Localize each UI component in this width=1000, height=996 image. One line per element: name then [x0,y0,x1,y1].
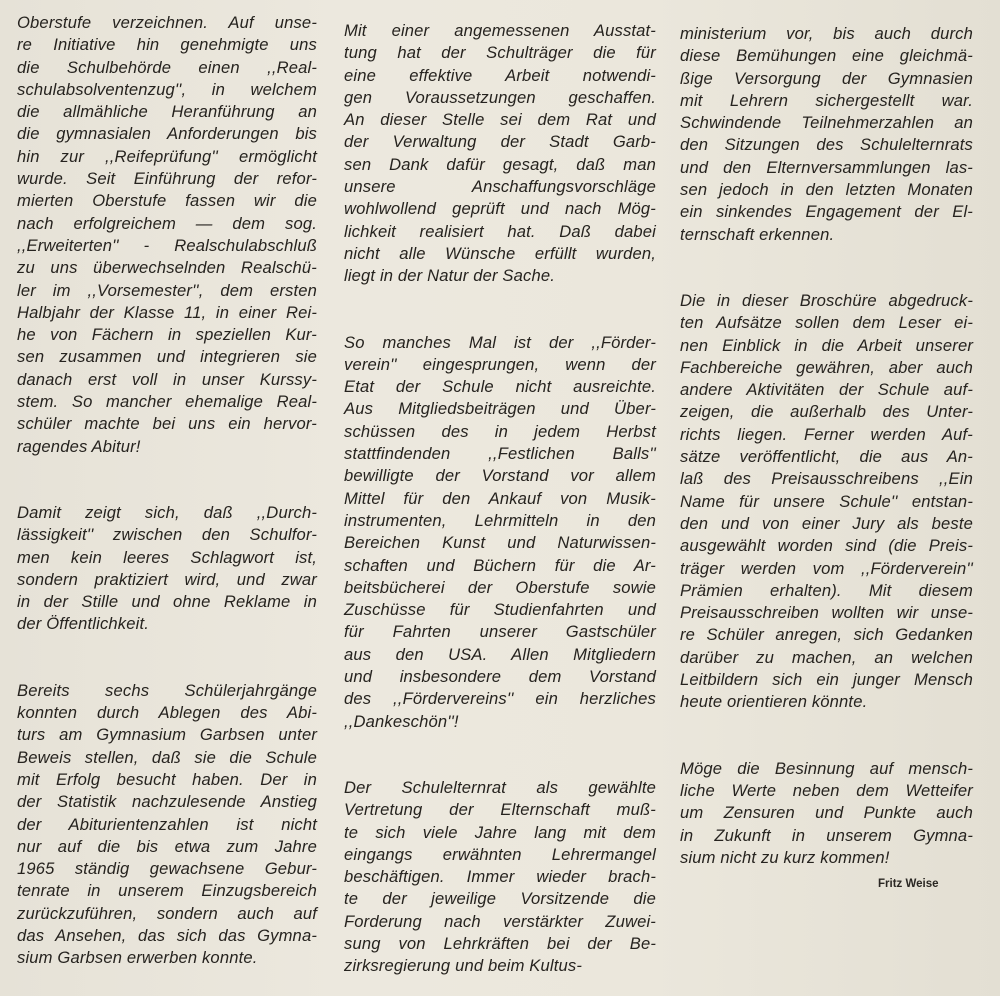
text-line: Möge die Besinnung auf mensch- [680,758,973,778]
paragraph [17,502,317,636]
text-line: und den Elternversammlungen las- [680,157,973,177]
text-line: liche Werte neben dem Wetteifer [680,780,973,800]
text-line: te sich viele Jahre lang mit dem [344,822,656,842]
paragraph [344,20,656,288]
text-line: liegt in der Natur der Sache. [344,266,555,286]
text-line: Der Schulelternrat als gewählte [344,777,656,797]
text-line: sium Garbsen erwerben konnte. [17,948,258,968]
text-line: sung von Lehrkräften bei der Be- [344,933,656,953]
text-line: sen zusammen und integrieren sie [17,347,317,367]
text-line: ternschaft erkennen. [680,224,835,244]
text-line: der Statistik nachzulesende Anstieg [17,792,317,812]
text-line: die allmähliche Heranführung an [17,102,317,122]
paragraph [17,680,317,970]
text-line: ragendes Abitur! [17,436,141,456]
text-line: bewilligte der Vorstand vor allem [344,466,656,486]
text-line: für Fahrten unserer Gastschüler [344,622,656,642]
paragraph [680,758,973,869]
text-column-middle [344,20,656,996]
text-line: um Zensuren und Punkte auch [680,803,973,823]
text-line: lässigkeit'' zwischen den Schulfor- [17,525,317,545]
text-line: Schwindende Teilnehmerzahlen an [680,113,973,133]
text-line: laß des Preisausschreibens ,,Ein [680,469,973,489]
text-line: die Schulbehörde einen ,,Real- [17,57,317,77]
text-line: Halbjahr der Klasse 11, in einer Rei- [17,302,317,322]
text-line: beitsbücherei der Oberstufe sowie [344,577,656,597]
text-line: ,,Dankeschön''! [344,711,459,731]
text-line: nur auf die bis etwa zum Jahre [17,836,317,856]
text-line: eine effektive Arbeit notwendi- [344,65,656,85]
text-line: in Zukunft in unserem Gymna- [680,825,973,845]
text-line: sen Dank dafür gesagt, daß man [344,154,656,174]
text-line: wurde. Seit Einführung der refor- [17,169,317,189]
text-line: mit Lehrern sichergestellt war. [680,90,973,110]
text-line: mit Erfolg besucht haben. Der in [17,769,317,789]
text-line: he von Fächern in speziellen Kur- [17,325,317,345]
text-line: zu uns überwechselnden Realschü- [17,258,317,278]
text-line: nach erfolgreichem — dem sog. [17,213,317,233]
text-line: sen jedoch in den letzten Monaten [680,180,973,200]
text-line: ministerium vor, bis auch durch [680,24,973,43]
paragraph [17,12,317,458]
text-line: zeigen, die außerhalb des Unter- [680,402,973,422]
text-line: danach erst voll in unser Kurssy- [17,369,317,389]
text-line: So manches Mal ist der ,,Förder- [344,332,656,352]
text-line: sium nicht zu kurz kommen! [680,847,890,867]
text-line: stattfindenden ,,Festlichen Balls'' [344,444,656,464]
text-line: unsere Anschaffungsvorschläge [344,177,656,197]
text-line: sätze veröffentlicht, die aus An- [680,447,973,467]
text-line: Prämien erhalten). Mit diesem [680,580,973,600]
text-line: in der Stille und ohne Reklame in [17,592,317,612]
text-line: tung hat der Schulträger die für [344,43,656,63]
text-line: Fachbereiche gewähren, aber auch [680,357,973,377]
text-line: andere Aktivitäten der Schule auf- [680,380,973,400]
text-line: diese Bemühungen eine gleichmä- [680,46,973,66]
text-line: ein sinkendes Engagement der El- [680,202,973,222]
paragraph [680,290,973,714]
text-line: Mit einer angemessenen Ausstat- [344,21,656,40]
text-line: nen Einblick in die Arbeit unserer [680,335,973,355]
text-line: verein'' eingesprungen, wenn der [344,354,656,374]
text-line: lichkeit realisiert hat. Daß dabei [344,221,656,241]
text-line: der Öffentlichkeit. [17,614,149,634]
text-line: Etat der Schule nicht ausreichte. [344,377,656,397]
text-line: turs am Gymnasium Garbsen unter [17,725,317,745]
text-line: richts liegen. Ferner werden Auf- [680,424,973,444]
text-line: Zuschüsse für Studienfahrten und [344,600,656,620]
text-line: men kein leeres Schlagwort ist, [17,547,317,567]
text-line: darüber zu machen, an welchen [680,647,973,667]
text-line: stem. So mancher ehemalige Real- [17,392,317,412]
text-line: des ,,Fördervereins'' ein herzliches [344,689,656,709]
text-line: Mittel für den Ankauf von Musik- [344,488,656,508]
text-line: Forderung nach verstärkter Zuwei- [344,911,656,931]
text-line: schüssen des in jedem Herbst [344,421,656,441]
text-line: tenrate in unserem Einzugsbereich [17,881,317,901]
paragraph [680,23,973,246]
text-line: heute orientieren könnte. [680,692,868,712]
text-line: ler im ,,Vorsemester'', dem ersten [17,280,317,300]
text-line: 1965 ständig gewachsene Gebur- [17,859,317,879]
text-line: re Initiative hin genehmigte uns [17,35,317,55]
text-line: Die in dieser Broschüre abgedruck- [680,290,973,310]
text-line: Leitbildern sich ein junger Mensch [680,670,973,690]
text-line: zirksregierung und beim Kultus- [344,956,582,976]
text-line: träger werden vom ,,Förderverein'' [680,558,973,578]
text-line: ten Aufsätze sollen dem Leser ei- [680,313,973,333]
text-column-right [680,23,973,913]
text-column-left [17,12,317,996]
text-line: mierten Oberstufe fassen wir die [17,191,317,211]
text-line: Name für unsere Schule'' entstan- [680,491,973,511]
paragraph [344,332,656,733]
text-line: schulabsolventenzug'', in welchem [17,79,317,99]
text-line: aus den USA. Allen Mitgliedern [344,644,656,664]
text-line: schüler machte bei uns ein hervor- [17,414,317,434]
text-line: den und von einer Jury als beste [680,513,973,533]
text-line: Oberstufe verzeichnen. Auf unse- [17,13,317,32]
text-line: Beweis stellen, daß sie die Schule [17,747,317,767]
author-signature: Fritz Weise [878,878,939,890]
text-line: hin zur ,,Reifeprüfung'' ermöglicht [17,146,317,166]
text-line: der Verwaltung der Stadt Garb- [344,132,656,152]
text-line: An dieser Stelle sei dem Rat und [344,110,656,130]
text-line: instrumenten, Lehrmitteln in den [344,510,656,530]
text-line: nicht alle Wünsche erfüllt wurden, [344,243,656,263]
text-line: der Abiturientenzahlen ist nicht [17,814,317,834]
text-line: die gymnasialen Anforderungen bis [17,124,317,144]
text-line: ßige Versorgung der Gymnasien [680,68,973,88]
text-line: und insbesondere dem Vorstand [344,667,656,687]
text-line: zurückzuführen, sondern auch auf [17,903,317,923]
text-line: ausgewählt worden sind (die Preis- [680,536,973,556]
text-line: re Schüler anregen, sich Gedanken [680,625,973,645]
text-line: das Ansehen, das sich das Gymna- [17,925,317,945]
text-line: eingangs erwähnten Lehrermangel [344,844,656,864]
text-line: Aus Mitgliedsbeiträgen und Über- [344,399,656,419]
text-line: Damit zeigt sich, daß ,,Durch- [17,502,317,522]
text-line: Preisausschreiben wollten wir unse- [680,603,973,623]
text-line: Vertretung der Elternschaft muß- [344,800,656,820]
text-line: schaften und Büchern für die Ar- [344,555,656,575]
text-line: den Sitzungen des Schulelternrats [680,135,973,155]
text-line: beschäftigen. Immer wieder brach- [344,867,656,887]
text-line: sondern praktiziert wird, und zwar [17,569,317,589]
paragraph [344,777,656,978]
text-line: ,,Erweiterten'' - Realschulabschluß [17,235,317,255]
text-line: Bereichen Kunst und Naturwissen- [344,533,656,553]
text-line: gen Voraussetzungen geschaffen. [344,87,656,107]
text-line: wohlwollend geprüft und nach Mög- [344,199,656,219]
text-line: konnten durch Ablegen des Abi- [17,703,317,723]
text-line: Bereits sechs Schülerjahrgänge [17,680,317,700]
text-line: te der jeweilige Vorsitzende die [344,889,656,909]
